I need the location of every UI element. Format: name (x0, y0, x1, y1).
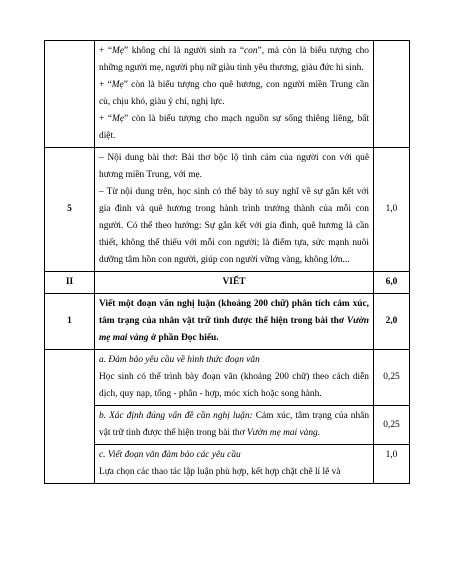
criteria-label: c. Viết đoạn văn đảm bảo các yêu cầu (99, 450, 241, 460)
table-row (45, 445, 410, 484)
answer-line: + “Mẹ” còn là biểu tượng cho quê hương, con người miền Trung cần cù, chịu khó, giàu ý chí, nghị lực. (99, 80, 369, 107)
section-number: II (45, 272, 95, 294)
table-row (45, 41, 410, 148)
criteria-cell (95, 350, 374, 406)
score-cell: 0,25 (374, 350, 410, 406)
score-cell: 2,0 (374, 294, 410, 350)
criteria-text: Học sinh có thể trình bày đoạn văn (khoảng 200 chữ) theo cách diễn dịch, quy nạp, tổng - phân - hợp, móc xích hoặc song hành. (99, 372, 369, 399)
criteria-label: b. Xác định đúng vấn đề cần nghị luận: (99, 411, 253, 421)
score-cell: 0,25 (374, 406, 410, 445)
answer-line: + “Mẹ” không chỉ là người sinh ra “con”, mà còn là biểu tượng cho những người mẹ, người phụ nữ giàu tình yêu thương, giàu đức hi sinh. (99, 46, 369, 73)
section-score: 6,0 (374, 272, 410, 294)
question-prompt-cell: Viết một đoạn văn nghị luận (khoảng 200 chữ) phân tích cảm xúc, tâm trạng của nhân vật trữ tình được thể hiện trong bài thơ Vườn mẹ mai vàng ở phần Đọc hiểu. (95, 294, 374, 350)
question-number-cell: 1 (45, 294, 95, 350)
criteria-text: Lựa chọn các thao tác lập luận phù hợp, kết hợp chặt chẽ lí lẽ và (99, 467, 341, 477)
question-number-cell: 5 (45, 148, 95, 272)
criteria-cell: b. Xác định đúng vấn đề cần nghị luận: Cảm xúc, tâm trạng của nhân vật trữ tình được thể hiện trong bài thơ Vườn mẹ mai vàng. (95, 406, 374, 445)
table-row (45, 350, 410, 406)
answer-line: + “Mẹ” còn là biểu tượng cho mạch nguồn sự sống thiêng liêng, bất diệt. (99, 114, 369, 141)
answer-content-cell (95, 148, 374, 272)
table-row (45, 406, 410, 445)
criteria-cell (95, 445, 374, 484)
score-cell: 1,0 (374, 445, 410, 484)
criteria-label: a. Đảm bảo yêu cầu về hình thức đoạn văn (99, 355, 260, 365)
score-cell: 1,0 (374, 148, 410, 272)
section-title: VIẾT (95, 272, 374, 294)
section-header-row (45, 272, 410, 294)
answer-key-table (44, 40, 410, 484)
question-number-cell (45, 350, 95, 484)
answer-line: – Từ nội dung trên, học sinh có thể bày tỏ suy nghĩ về sự gắn kết với gia đình và quê hương trong hành trình trưởng thành của mỗi con người. Có thể theo hướng: Sự gắn kết với gia đình, quê hương là cần thiết, không thể thiếu với mỗi con người; là điểm tựa, sức mạnh nuôi dưỡng tâm hồn con người, giúp con người vững vàng, không lớn... (99, 187, 369, 265)
answer-content-cell (95, 41, 374, 148)
answer-line: – Nội dung bài thơ: Bài thơ bộc lộ tình cảm của người con với quê hương miền Trung, với mẹ. (99, 153, 369, 180)
question-number-cell (45, 41, 95, 148)
table-row (45, 148, 410, 272)
score-cell (374, 41, 410, 148)
table-row (45, 294, 410, 350)
